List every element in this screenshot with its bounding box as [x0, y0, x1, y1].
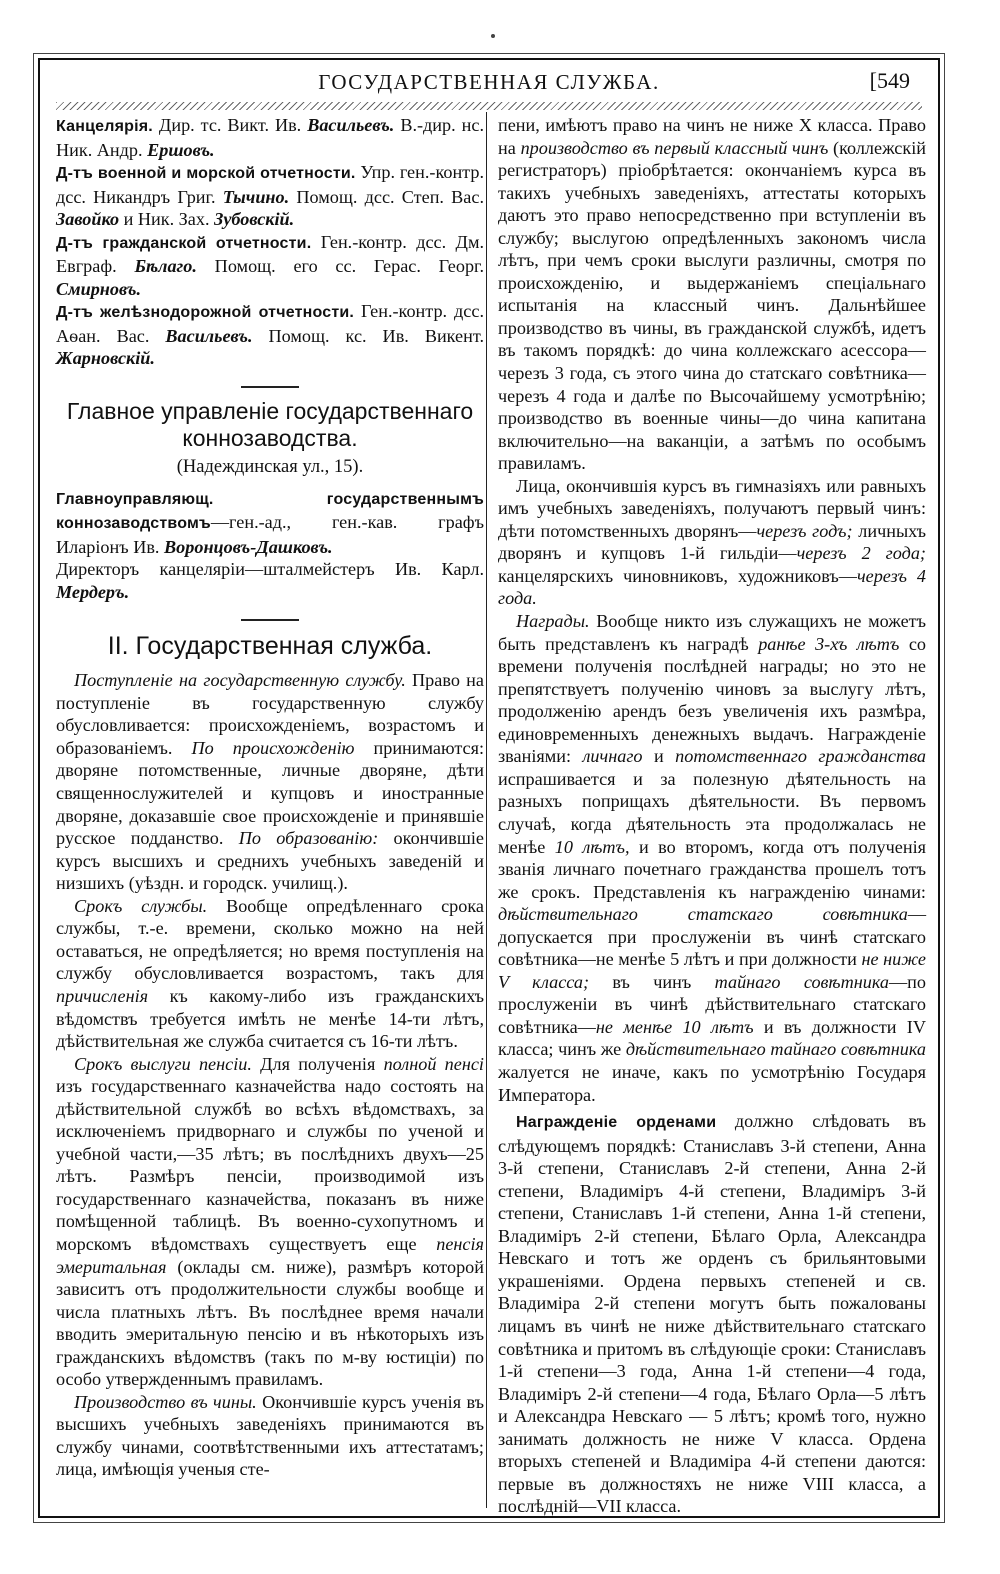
entry-chancellery: Канцелярія. Дир. тс. Викт. Ив. Васильевъ. В.-дир. нс. Ник. Андр. Ершовъ.	[56, 115, 484, 160]
running-title: ГОСУДАРСТВЕННАЯ СЛУЖБА.	[318, 70, 660, 94]
paragraph-first-rank: пени, имѣютъ право на чинъ не ниже X класса. Право на производство въ первый классный чинъ (коллежскій регистраторъ) пріобрѣтается: окончаніемъ курса въ такихъ учебныхъ заведеніяхъ, аттестаты которыхъ даютъ это право непосредственно при вступленіи въ службу; выслугою опредѣленныхъ закономъ числа лѣтъ, при чемъ сроки выслуги различны, смотря по происхожденію, и выдержаніемъ спеціальнаго испытанія на классный чинъ. Дальнѣйшее производство въ чины, въ гражданской службѣ, идетъ въ такомъ порядкѣ: до чина коллежскаго асессора—черезъ 3 года, съ этого чина до статскаго совѣтника—черезъ 4 года и далѣе по Высочайшему усмотрѣнію; производство въ военные чины—до чина капитана включительно—на ваканціи, а затѣмъ по особымъ правиламъ.	[498, 115, 927, 474]
entry-director: Директоръ канцеляріи—шталмейстеръ Ив. Карл. Мердеръ.	[56, 559, 484, 602]
chapter-rule	[241, 619, 299, 621]
paragraph-pension: Срокъ выслуги пенсіи. Для полученія полной пенсі изъ государственнаго казначейства надо состоять на дѣйствительной службѣ во всѣхъ вѣдомствахъ, за исключеніемъ придворнаго и службы по ученой и учебной части,—35 лѣтъ; въ послѣднихъ двухъ—25 лѣтъ. Размѣръ пенсіи, производимой изъ государственнаго казначейства, показанъ въ ниже помѣщенной таблицѣ. Въ военно-сухопутномъ и морскомъ вѣдомствахъ существуетъ еще пенсія эмеритальная (оклады см. ниже), размѣръ которой зависитъ отъ продолжительности службы вообще и числа платныхъ лѣтъ. Въ послѣднее время начали вводить эмеритальную пенсію и въ нѣкоторыхъ изъ гражданскихъ вѣдомствъ (такъ по м-ву юстиціи) по особо утвержденнымъ правиламъ.	[56, 1053, 484, 1390]
paragraph-orders: Награжденіе орденами должно слѣдовать въ слѣдующемъ порядкѣ: Станиславъ 3-й степени, Анна 3-й степени, Станиславъ 2-й степени, Анна 2-й степени, Владиміръ 4-й степени, Владиміръ 3-й степени, Станиславъ 1-й степени, Анна 1-й степени, Владиміръ 2-й степени, Бѣлаго Орла, Александра Невскаго и тотъ же орденъ съ брильянтовыми украшеніями. Ордена первыхъ степеней и св. Владиміра 2-й степени могутъ быть пожалованы лицамъ въ чинѣ не ниже дѣйствительнаго статскаго совѣтника и притомъ въ слѣдующіе сроки: Станиславъ 1-й степени—3 года, Анна 1-й степени—4 года, Владиміръ 2-й степени—4 года, Бѣлаго Орла—5 лѣтъ и Александра Невскаго — 5 лѣтъ; кромѣ того, нужно занимать должность не ниже V класса. Ордена вторыхъ степеней и Владиміра 4-й степени даются: первые въ должностяхъ не ниже VIII класса, а послѣдній—VII класса.	[498, 1111, 926, 1517]
paragraph-awards: Награды. Вообще никто изъ служащихъ не можетъ быть представленъ къ наградѣ ранѣе 3-хъ лѣтъ со времени полученія послѣдней награды; но это не препятствуетъ полученію чиновъ за выслугу лѣтъ, продолженію арендъ безъ увеличенія ихъ размѣра, единовременныхъ денежныхъ выдачъ. Награжденіе званіями: личнаго и потомственнаго гражданства испрашивается и за полезную дѣятельность на разныхъ поприщахъ дѣятельности. Въ первомъ случаѣ, когда дѣятельность эта продолжалась не менѣе 10 лѣтъ, и во второмъ, когда отъ полученія званія личнаго почетнаго гражданства прошелъ тотъ же срокъ. Представленія къ награжденію чинами: дѣйствительнаго статскаго совѣтника—допускается при прослуженіи въ чинѣ статскаго совѣтника—не менѣе 5 лѣтъ и при должности не ниже V класса; въ чинъ тайнаго совѣтника—по прослуженіи въ чинѣ дѣйствительнаго статскаго совѣтника—не менѣе 10 лѣтъ и въ должности IV класса; чинъ же дѣйствительнаго тайнаго совѣтника жалуется не иначе, какъ по усмотрѣнію Государя Императора.	[498, 611, 927, 1105]
paragraph-promotion: Производство въ чины. Окончившіе курсъ ученія въ высшихъ учебныхъ заведеніяхъ принимаются въ службу чинами, соотвѣтственными ихъ аттестатамъ; лица, имѣющія ученыя сте-	[56, 1391, 484, 1480]
section-rule	[241, 386, 299, 388]
entry-chief-manager: Главноуправляющ. государственнымъ коннозаводствомъ—ген.-ад., ген.-кав. графъ Иларіонъ Ив. Воронцовъ-Дашковъ.	[56, 490, 484, 557]
wavy-rule	[56, 102, 922, 110]
section-address: (Надеждинская ул., 15).	[176, 457, 364, 478]
paragraph-service-term: Срокъ службы. Вообще опредѣленнаго срока службы, т.-е. времени, сколько можно на ней оставаться, не опредѣляется; но время поступленія на службу обусловливается возрастомъ, такъ для причисленія къ какому-либо изъ гражданскихъ вѣдомствъ требуется имѣть не менѣе 14-ти лѣтъ, дѣйствительная же служба считается съ 16-ти лѣтъ.	[56, 895, 484, 1052]
left-column	[56, 114, 484, 1481]
section-title: Главное управленіе государственнаго коннозаводства.	[66, 398, 474, 452]
paragraph-admission: Поступленіе на государственную службу. Право на поступленіе въ государственную службу обусловливается: происхожденіемъ, возрастомъ и образованіемъ. По происхожденію принимаются: дворяне потомственные, личные дворяне, дѣти священнослужителей и купцовъ и иностранные дворяне, доказавшіе свое происхожденіе и принявшіе русское подданство. По образованію: окончившіе курсъ высшихъ и среднихъ учебныхъ заведеній и низшихъ (уѣздн. и городск. училищ.).	[56, 670, 484, 894]
page-frame	[38, 58, 940, 1518]
entry-civil-accounting: Д-тъ гражданской отчетности. Ген.-контр. дсс. Дм. Евграф. Бѣлаго. Помощ. его сс. Герас. Георг. Смирновъ.	[56, 231, 485, 299]
paragraph-gymnasium-graduates: Лица, окончившія курсъ въ гимназіяхъ или равныхъ имъ учебныхъ заведеніяхъ, получаютъ первый чинъ: дѣти потомственныхъ дворянъ—черезъ годъ; личныхъ дворянъ и купцовъ 1-й гильдіи—черезъ 2 года; канцелярскихъ чиновниковъ, художниковъ—черезъ 4 года.	[498, 475, 926, 609]
right-column	[498, 114, 926, 1518]
print-dot	[491, 34, 495, 38]
page-header	[40, 60, 938, 106]
chapter-title: II. Государственная служба.	[107, 632, 433, 661]
page-number: [549	[869, 68, 910, 93]
entry-military-accounting: Д-тъ военной и морской отчетности. Упр. ген.-контр. дсс. Никандръ Григ. Тычино. Помощ. дсс. Степ. Вас. Завойко и Ник. Зах. Зубовскій.	[56, 162, 484, 230]
entry-railway-accounting: Д-тъ желѣзнодорожной отчетности. Ген.-контр. дсс. Аѳан. Вас. Васильевъ. Помощ. кс. Ив. Викент. Жарновскій.	[56, 301, 484, 369]
column-divider	[486, 112, 487, 1508]
